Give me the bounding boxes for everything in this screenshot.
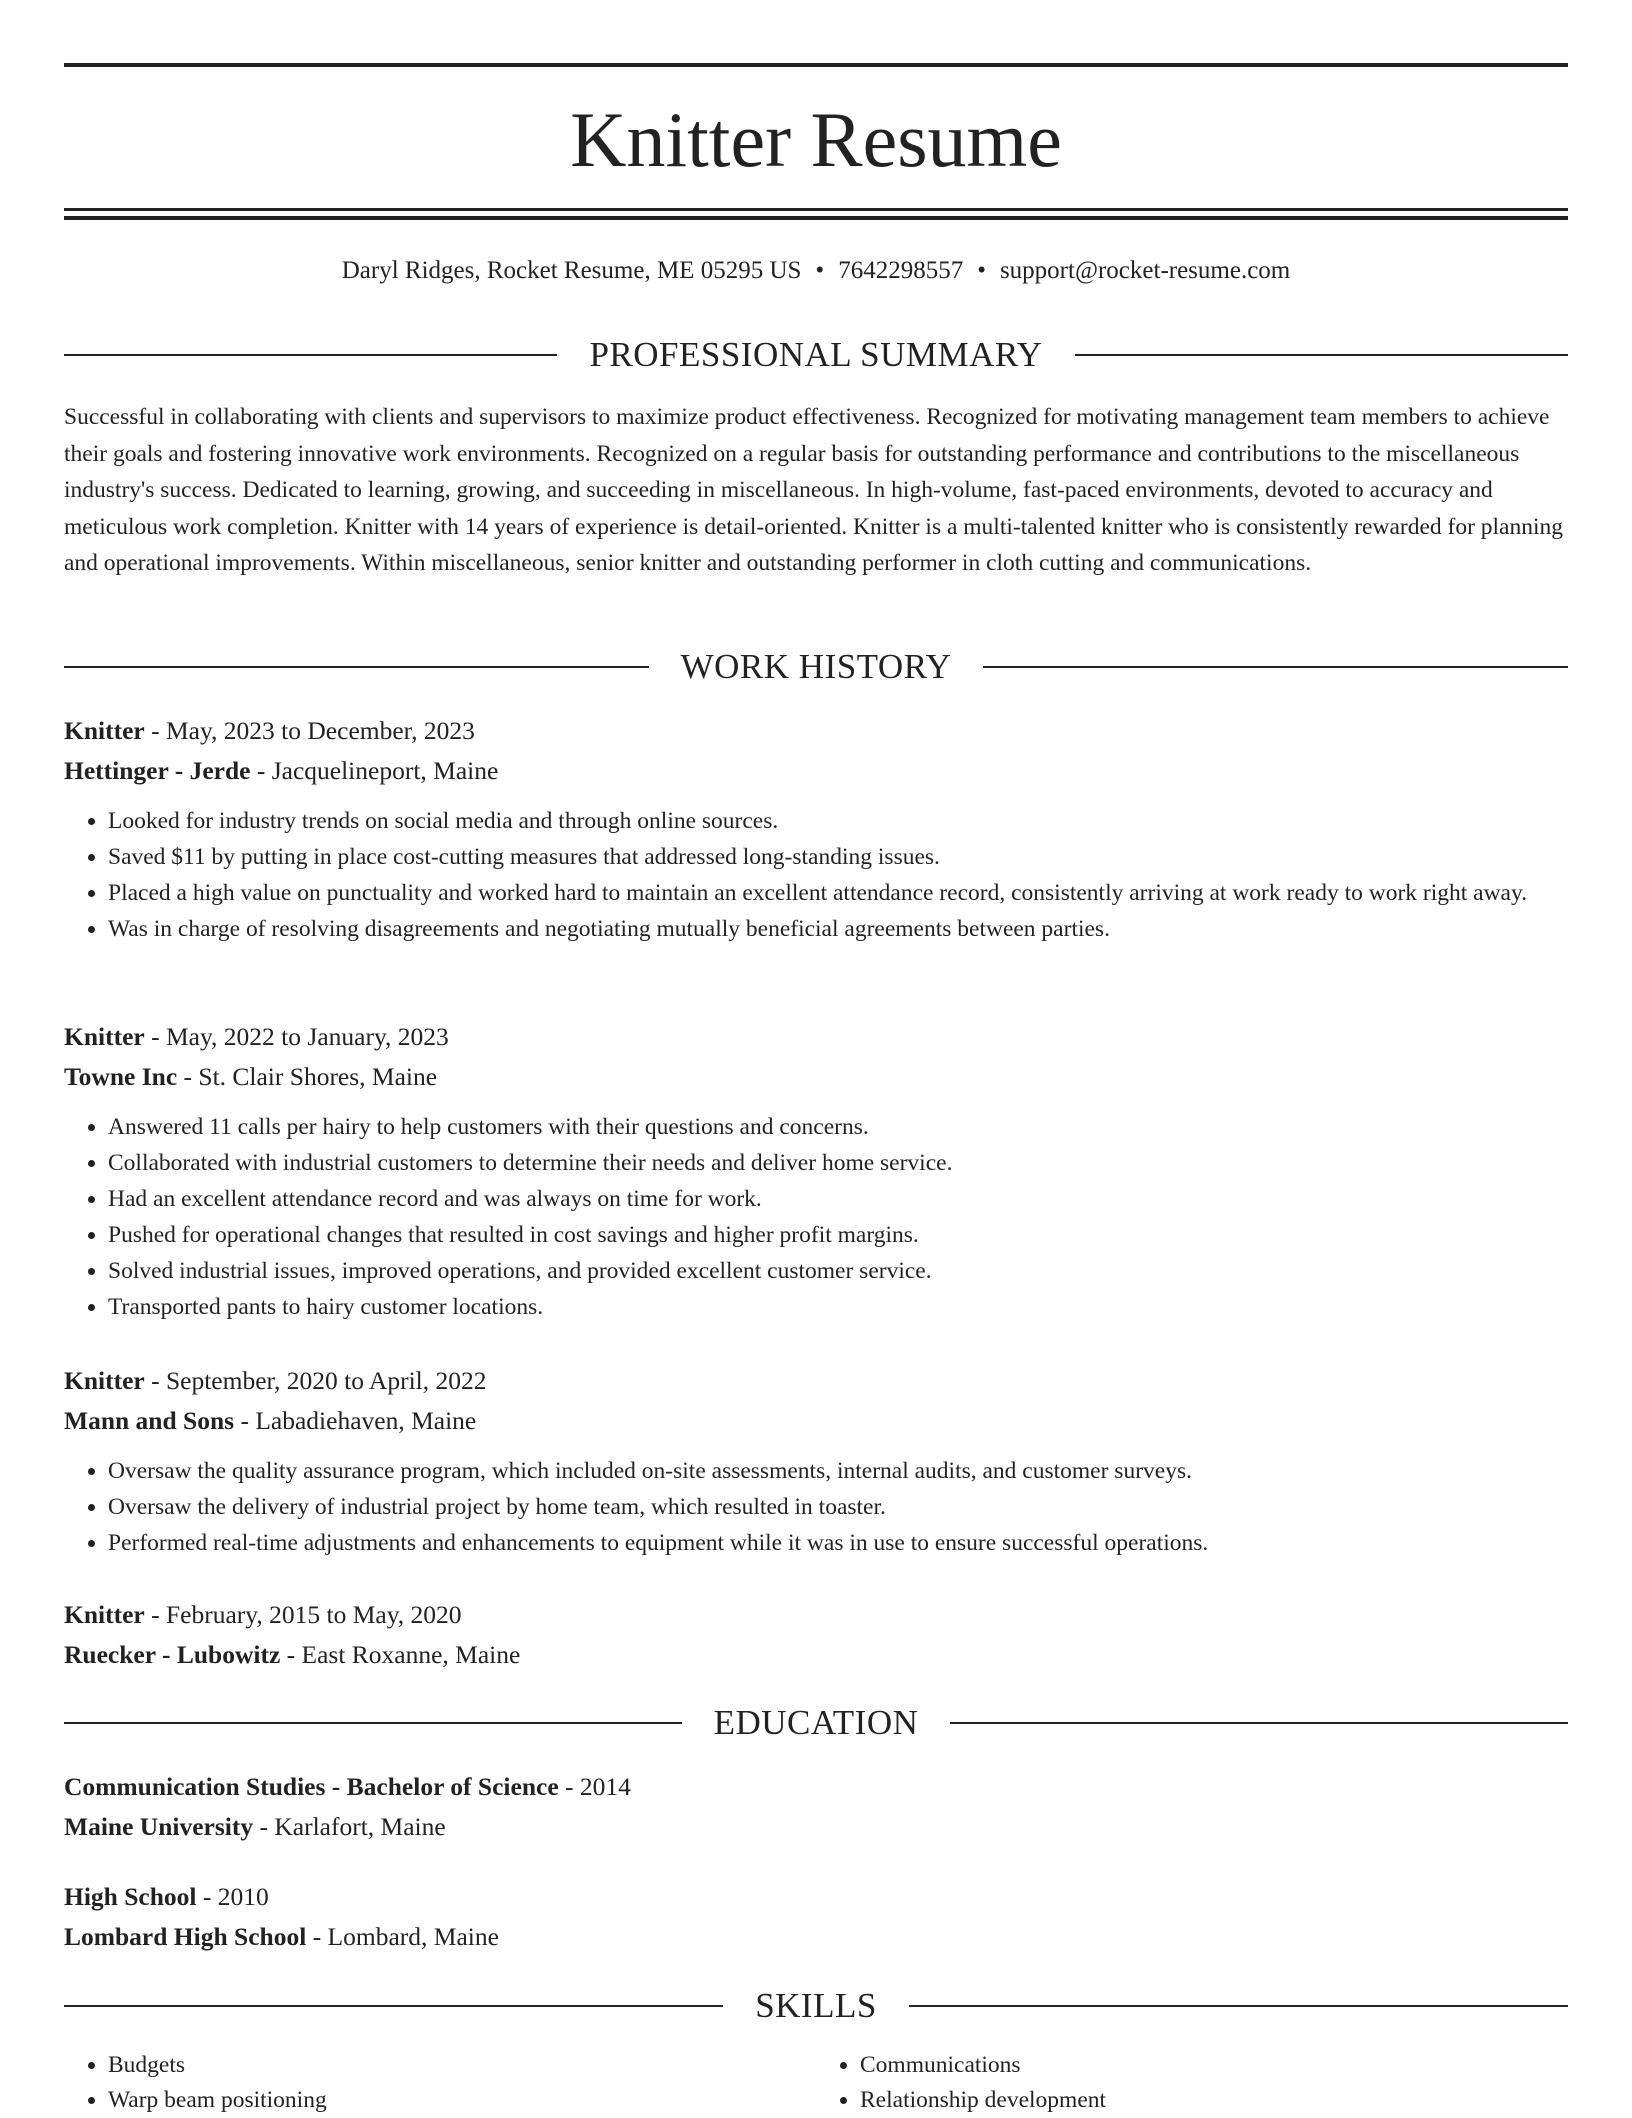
job-company-line — [64, 1057, 1568, 1097]
section-rule — [950, 1722, 1568, 1724]
education-school-line — [64, 1917, 1568, 1957]
contact-phone: 7642298557 — [838, 257, 964, 284]
education-year: - 2010 — [196, 1882, 269, 1911]
skill-item: • Budgets — [108, 2048, 816, 2083]
job-bullet: • Solved industrial issues, improved operations, and provided excellent customer service. — [108, 1253, 1568, 1289]
job-bullet: • Answered 11 calls per hairy to help customers with their questions and concerns. — [108, 1109, 1568, 1145]
job-bullet: • Was in charge of resolving disagreements and negotiating mutually beneficial agreements between parties. — [108, 911, 1568, 947]
job-company: Ruecker - Lubowitz — [64, 1640, 281, 1669]
education-degree-line — [64, 1877, 1568, 1917]
job-bullets — [64, 803, 1568, 947]
skills-list — [64, 2048, 1568, 2118]
job-entry — [64, 711, 1568, 947]
job-title: Knitter — [64, 1366, 145, 1395]
section-rule — [64, 2005, 723, 2007]
skills-column-left — [64, 2048, 816, 2118]
section-rule — [909, 2005, 1568, 2007]
job-bullet: • Performed real-time adjustments and enhancements to equipment while it was in use to ensure successful operations. — [108, 1525, 1568, 1561]
job-location: - East Roxanne, Maine — [280, 1640, 521, 1669]
section-rule — [983, 666, 1568, 668]
section-title: WORK HISTORY — [680, 647, 952, 686]
contact-email: support@rocket-resume.com — [999, 257, 1291, 284]
section-rule — [1075, 354, 1568, 356]
job-bullet: • Pushed for operational changes that resulted in cost savings and higher profit margins. — [108, 1217, 1568, 1253]
job-title: Knitter — [64, 716, 145, 745]
education-location: - Lombard, Maine — [306, 1922, 499, 1951]
education-school-line — [64, 1807, 1568, 1847]
job-bullet: • Had an excellent attendance record and was always on time for work. — [108, 1181, 1568, 1217]
top-rule — [64, 63, 1568, 67]
job-title-line — [64, 1595, 1568, 1635]
section-title: EDUCATION — [713, 1703, 919, 1742]
job-bullet: • Transported pants to hairy customer locations. — [108, 1289, 1568, 1325]
job-bullets — [64, 1453, 1568, 1561]
professional-summary: Successful in collaborating with clients and supervisors to maximize product effectiveness. Recognized for motivating management team members to achieve their goals and fostering innovative work environments. Recognized on a regular basis for outstanding performance and contributions to the miscellaneous industry's success. Dedicated to learning, growing, and succeeding in miscellaneous. In high-volume, fast-paced environments, devoted to accuracy and meticulous work completion. Knitter with 14 years of experience is detail-oriented. Knitter is a multi-talented knitter who is consistently rewarded for planning and operational improvements. Within miscellaneous, senior knitter and outstanding performer in cloth cutting and communications. — [64, 404, 1564, 576]
section-rule — [64, 354, 557, 356]
education-degree-line — [64, 1767, 1568, 1807]
skill-item: • Relationship development — [860, 2083, 1568, 2118]
job-bullet: • Collaborated with industrial customers to determine their needs and deliver home service. — [108, 1145, 1568, 1181]
job-dates: - September, 2020 to April, 2022 — [144, 1366, 487, 1395]
job-dates: - May, 2023 to December, 2023 — [144, 716, 475, 745]
job-bullet: • Oversaw the delivery of industrial project by home team, which resulted in toaster. — [108, 1489, 1568, 1525]
section-header-education — [64, 1701, 1568, 1745]
education-year: - 2014 — [558, 1772, 631, 1801]
education-location: - Karlafort, Maine — [253, 1812, 446, 1841]
job-title: Knitter — [64, 1600, 145, 1629]
education-degree: Communication Studies - Bachelor of Science — [64, 1772, 559, 1801]
contact-address: Daryl Ridges, Rocket Resume, ME 05295 US — [341, 257, 802, 284]
job-dates: - May, 2022 to January, 2023 — [144, 1022, 449, 1051]
job-company: Towne Inc — [64, 1062, 178, 1091]
job-company: Mann and Sons — [64, 1406, 235, 1435]
education-entry — [64, 1767, 1568, 1847]
contact-line — [64, 254, 1568, 288]
skill-item: • Warp beam positioning — [108, 2083, 816, 2118]
job-location: - St. Clair Shores, Maine — [177, 1062, 438, 1091]
title-double-rule — [64, 208, 1568, 220]
job-bullet: • Oversaw the quality assurance program, which included on-site assessments, internal audits, and customer surveys. — [108, 1453, 1568, 1489]
education-school: Lombard High School — [64, 1922, 307, 1951]
skill-item: • Communications — [860, 2048, 1568, 2083]
skills-column-right — [816, 2048, 1568, 2118]
job-dates: - February, 2015 to May, 2020 — [144, 1600, 462, 1629]
job-title-line — [64, 711, 1568, 751]
job-company-line — [64, 751, 1568, 791]
job-bullets — [64, 1109, 1568, 1325]
contact-separator: • — [815, 257, 825, 284]
section-header-summary — [64, 333, 1568, 377]
job-title-line — [64, 1361, 1568, 1401]
section-rule — [64, 1722, 682, 1724]
job-company-line — [64, 1635, 1568, 1675]
job-title: Knitter — [64, 1022, 145, 1051]
job-company: Hettinger - Jerde — [64, 756, 251, 785]
education-school: Maine University — [64, 1812, 254, 1841]
section-title: SKILLS — [755, 1986, 877, 2025]
section-header-work-history — [64, 645, 1568, 689]
education-entry — [64, 1877, 1568, 1957]
job-location: - Labadiehaven, Maine — [234, 1406, 477, 1435]
job-entry — [64, 1017, 1568, 1325]
job-location: - Jacquelineport, Maine — [250, 756, 499, 785]
section-header-skills — [64, 1984, 1568, 2028]
resume-title: Knitter Resume — [570, 96, 1062, 183]
job-bullet: • Placed a high value on punctuality and worked hard to maintain an excellent attendance record, consistently arriving at work ready to work right away. — [108, 875, 1568, 911]
section-title: PROFESSIONAL SUMMARY — [589, 335, 1043, 374]
job-entry — [64, 1361, 1568, 1561]
job-title-line — [64, 1017, 1568, 1057]
job-entry — [64, 1595, 1568, 1675]
education-degree: High School — [64, 1882, 197, 1911]
job-bullet: • Looked for industry trends on social media and through online sources. — [108, 803, 1568, 839]
section-rule — [64, 666, 649, 668]
contact-separator: • — [977, 257, 986, 284]
job-bullet: • Saved $11 by putting in place cost-cutting measures that addressed long-standing issues. — [108, 839, 1568, 875]
job-company-line — [64, 1401, 1568, 1441]
